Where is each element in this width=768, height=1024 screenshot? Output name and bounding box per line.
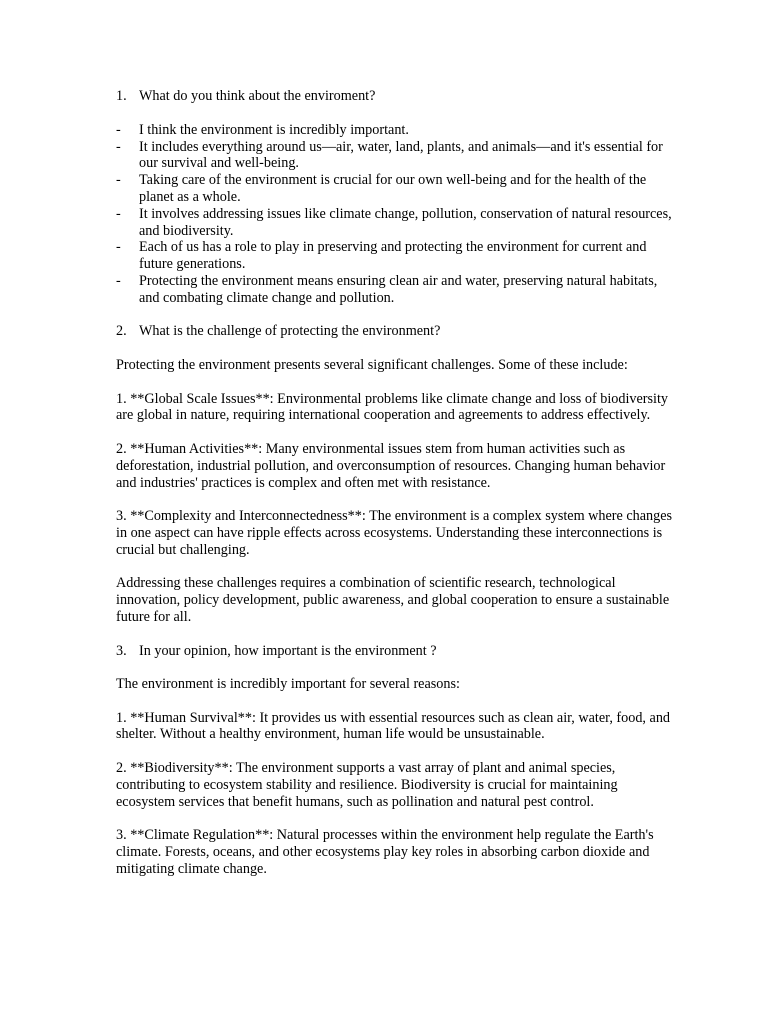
question-1-bullet-list [116,122,676,307]
challenge-point: 3. **Complexity and Interconnectedness**: The environment is a complex system where changes in one aspect can have ripple effects across ecosystems. Understanding these interconnections is crucial but challenging. [116,508,673,558]
question-3-number: 3. [116,642,127,659]
reason-point: 3. **Climate Regulation**: Natural processes within the environment help regulate the Earth's climate. Forests, oceans, and other ecosystems play key roles in absorbing carbon dioxide and mitigating climate change. [116,827,654,877]
list-item [116,122,676,139]
bullet-text: It involves addressing issues like climate change, pollution, conservation of natural resources, and biodiversity. [139,205,672,239]
question-2 [116,323,676,340]
bullet-text: Protecting the environment means ensuring clean air and water, preserving natural habitats, and combating climate change and pollution. [139,272,658,306]
question-3-text: In your opinion, how important is the environment ? [139,642,437,659]
question-2-conclusion: Addressing these challenges requires a combination of scientific research, technological innovation, policy development, public awareness, and global cooperation to ensure a sustainable future for all. [116,575,670,625]
list-item [116,139,676,173]
question-2-intro: Protecting the environment presents several significant challenges. Some of these include: [116,356,628,373]
bullet-text: Each of us has a role to play in preserving and protecting the environment for current and future generations. [139,239,647,273]
bullet-text: It includes everything around us—air, water, land, plants, and animals—and it's essential for our survival and well-being. [139,138,663,172]
list-item [116,206,676,240]
bullet-dash: - [116,138,121,155]
question-2-text: What is the challenge of protecting the environment? [139,323,441,340]
question-2-number: 2. [116,323,127,340]
spacer [116,659,676,676]
spacer [116,424,676,441]
spacer [116,810,676,827]
bullet-dash: - [116,239,121,256]
spacer [116,743,676,760]
challenge-point: 1. **Global Scale Issues**: Environmental problems like climate change and loss of biodiversity are global in nature, requiring international cooperation and agreements to address effectively. [116,390,669,424]
question-1-number: 1. [116,88,127,104]
spacer [116,307,676,324]
spacer [116,693,676,710]
spacer [116,559,676,576]
bullet-dash: - [116,272,121,289]
question-1 [116,88,676,105]
bullet-dash: - [116,121,121,138]
bullet-text: Taking care of the environment is crucial for our own well-being and for the health of the planet as a whole. [139,172,647,205]
spacer [116,491,676,508]
question-3 [116,643,676,660]
bullet-text: I think the environment is incredibly important. [139,121,409,138]
bullet-dash: - [116,205,121,222]
bullet-dash: - [116,172,121,189]
list-item [116,239,676,273]
list-item [116,273,676,307]
spacer [116,340,676,357]
question-1-text: What do you think about the enviroment? [139,88,376,104]
reason-point: 1. **Human Survival**: It provides us with essential resources such as clean air, water, food, and shelter. Without a healthy environment, human life would be unsustainable. [116,709,671,743]
challenge-point: 2. **Human Activities**: Many environmental issues stem from human activities such as deforestation, industrial pollution, and overconsumption of resources. Changing human behavior and industries' practices is complex and often met with resistance. [116,440,666,491]
spacer [116,374,676,391]
list-item [116,172,676,206]
spacer [116,626,676,643]
reason-point: 2. **Biodiversity**: The environment supports a vast array of plant and animal species, contributing to ecosystem stability and resilience. Biodiversity is crucial for maintaining ecosystem services that benefit humans, such as pollination and natural pest control. [116,760,618,810]
question-3-intro: The environment is incredibly important for several reasons: [116,676,460,693]
document-body [116,88,676,878]
